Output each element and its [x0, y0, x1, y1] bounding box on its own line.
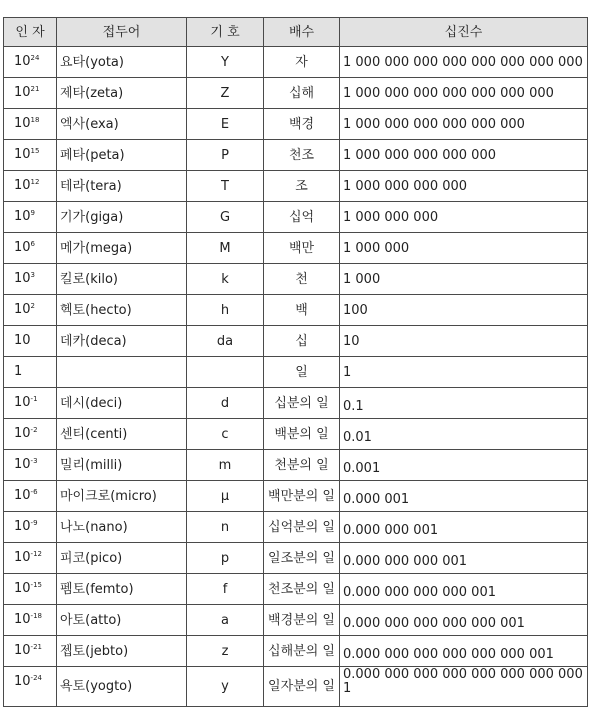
- factor-base: 10: [14, 54, 31, 69]
- factor-exponent: 15: [30, 147, 40, 155]
- table-row: [4, 233, 588, 264]
- table-body: [4, 47, 588, 707]
- table-row: [4, 605, 588, 636]
- factor-base: 10: [14, 674, 31, 689]
- factor-exponent: -24: [30, 674, 42, 682]
- factor-exponent: -6: [30, 488, 38, 496]
- table-row: [4, 47, 588, 78]
- factor-base: 10: [14, 426, 31, 441]
- cell-multiplier: 천분의 일: [264, 450, 340, 481]
- cell-multiplier: 십억분의 일: [264, 512, 340, 543]
- factor-base: 10: [14, 209, 31, 224]
- factor-base: 10: [14, 488, 31, 503]
- factor-exponent: -15: [30, 581, 42, 589]
- cell-prefix: 밀리(milli): [57, 450, 187, 481]
- factor-base: 10: [14, 240, 31, 255]
- cell-multiplier: 조: [264, 171, 340, 202]
- cell-multiplier: 천: [264, 264, 340, 295]
- cell-prefix: 헥토(hecto): [57, 295, 187, 326]
- header-factor: 인 자: [4, 18, 57, 47]
- table-row: [4, 326, 588, 357]
- cell-prefix: [57, 357, 187, 388]
- cell-multiplier: 자: [264, 47, 340, 78]
- factor-base: 10: [14, 302, 31, 317]
- cell-prefix: 나노(nano): [57, 512, 187, 543]
- cell-decimal: 0.000 000 000 000 000 000 000 000 1: [340, 667, 588, 707]
- factor-base: 10: [14, 271, 31, 286]
- factor-exponent: -9: [30, 519, 38, 527]
- table-row: [4, 109, 588, 140]
- cell-factor: [4, 388, 57, 419]
- cell-symbol: μ: [187, 481, 264, 512]
- table-row: [4, 171, 588, 202]
- cell-decimal: 0.001: [340, 450, 588, 481]
- cell-decimal: 1 000 000 000 000 000 000 000 000: [340, 47, 588, 78]
- factor-exponent: -21: [30, 643, 42, 651]
- table-row: [4, 78, 588, 109]
- table-row: [4, 512, 588, 543]
- table-row: [4, 419, 588, 450]
- cell-symbol: [187, 357, 264, 388]
- cell-multiplier: 십해분의 일: [264, 636, 340, 667]
- cell-prefix: 마이크로(micro): [57, 481, 187, 512]
- factor-base: 10: [14, 116, 31, 131]
- factor-base: 1: [14, 364, 23, 379]
- cell-multiplier: 천조: [264, 140, 340, 171]
- cell-prefix: 킬로(kilo): [57, 264, 187, 295]
- cell-factor: [4, 171, 57, 202]
- cell-factor: [4, 605, 57, 636]
- cell-symbol: y: [187, 667, 264, 707]
- header-prefix: 접두어: [57, 18, 187, 47]
- factor-base: 10: [14, 519, 31, 534]
- table-row: [4, 450, 588, 481]
- table-row: [4, 543, 588, 574]
- cell-multiplier: 백만분의 일: [264, 481, 340, 512]
- factor-exponent: 9: [30, 209, 36, 217]
- cell-symbol: h: [187, 295, 264, 326]
- cell-symbol: M: [187, 233, 264, 264]
- cell-factor: [4, 636, 57, 667]
- cell-symbol: z: [187, 636, 264, 667]
- cell-factor: [4, 78, 57, 109]
- factor-exponent: -3: [30, 457, 38, 465]
- factor-base: 10: [14, 643, 31, 658]
- cell-decimal: 0.000 001: [340, 481, 588, 512]
- factor-exponent: 12: [30, 178, 40, 186]
- cell-decimal: 0.000 000 000 001: [340, 543, 588, 574]
- cell-symbol: c: [187, 419, 264, 450]
- factor-exponent: -12: [30, 550, 42, 558]
- table-row: [4, 667, 588, 707]
- cell-multiplier: 백경분의 일: [264, 605, 340, 636]
- factor-exponent: 3: [30, 271, 36, 279]
- cell-multiplier: 십억: [264, 202, 340, 233]
- header-multiplier: 배수: [264, 18, 340, 47]
- table-row: [4, 481, 588, 512]
- cell-multiplier: 십: [264, 326, 340, 357]
- cell-decimal: 0.000 000 000 000 001: [340, 574, 588, 605]
- cell-symbol: G: [187, 202, 264, 233]
- cell-symbol: f: [187, 574, 264, 605]
- cell-decimal: 1 000 000 000 000 000 000 000: [340, 78, 588, 109]
- cell-factor: [4, 109, 57, 140]
- cell-factor: [4, 140, 57, 171]
- cell-decimal: 1 000 000 000 000 000 000: [340, 109, 588, 140]
- cell-decimal: 0.1: [340, 388, 588, 419]
- factor-exponent: 2: [30, 302, 36, 310]
- cell-decimal: 1 000: [340, 264, 588, 295]
- cell-factor: [4, 419, 57, 450]
- cell-symbol: P: [187, 140, 264, 171]
- cell-prefix: 피코(pico): [57, 543, 187, 574]
- cell-symbol: Z: [187, 78, 264, 109]
- cell-symbol: E: [187, 109, 264, 140]
- header-symbol: 기 호: [187, 18, 264, 47]
- cell-symbol: d: [187, 388, 264, 419]
- cell-prefix: 펨토(femto): [57, 574, 187, 605]
- cell-multiplier: 일조분의 일: [264, 543, 340, 574]
- factor-exponent: 24: [30, 54, 40, 62]
- factor-base: 10: [14, 457, 31, 472]
- cell-multiplier: 천조분의 일: [264, 574, 340, 605]
- cell-prefix: 데시(deci): [57, 388, 187, 419]
- cell-factor: [4, 512, 57, 543]
- table-row: [4, 636, 588, 667]
- cell-decimal: 0.000 000 000 000 000 000 001: [340, 636, 588, 667]
- table-row: [4, 357, 588, 388]
- cell-prefix: 젭토(jebto): [57, 636, 187, 667]
- cell-decimal: 1 000 000 000 000 000: [340, 140, 588, 171]
- factor-base: 10: [14, 333, 31, 348]
- cell-factor: [4, 574, 57, 605]
- cell-symbol: p: [187, 543, 264, 574]
- table-row: [4, 202, 588, 233]
- cell-prefix: 센티(centi): [57, 419, 187, 450]
- cell-symbol: n: [187, 512, 264, 543]
- cell-symbol: Y: [187, 47, 264, 78]
- cell-multiplier: 십해: [264, 78, 340, 109]
- cell-symbol: k: [187, 264, 264, 295]
- table-row: [4, 388, 588, 419]
- table-header-row: [4, 18, 588, 47]
- cell-factor: [4, 357, 57, 388]
- header-decimal: 십진수: [340, 18, 588, 47]
- factor-exponent: 18: [30, 116, 40, 124]
- table-row: [4, 264, 588, 295]
- factor-base: 10: [14, 395, 31, 410]
- cell-multiplier: 일자분의 일: [264, 667, 340, 707]
- cell-decimal: 1 000 000: [340, 233, 588, 264]
- factor-exponent: -1: [30, 395, 38, 403]
- cell-decimal: 100: [340, 295, 588, 326]
- factor-base: 10: [14, 581, 31, 596]
- factor-exponent: 21: [30, 85, 40, 93]
- cell-factor: [4, 481, 57, 512]
- cell-factor: [4, 264, 57, 295]
- table-row: [4, 574, 588, 605]
- cell-prefix: 테라(tera): [57, 171, 187, 202]
- cell-symbol: T: [187, 171, 264, 202]
- cell-prefix: 엑사(exa): [57, 109, 187, 140]
- table-row: [4, 295, 588, 326]
- cell-factor: [4, 543, 57, 574]
- cell-factor: [4, 47, 57, 78]
- cell-prefix: 데카(deca): [57, 326, 187, 357]
- cell-decimal: 1 000 000 000: [340, 202, 588, 233]
- si-prefix-table-container: [3, 17, 588, 707]
- cell-multiplier: 백: [264, 295, 340, 326]
- table-row: [4, 140, 588, 171]
- cell-multiplier: 백분의 일: [264, 419, 340, 450]
- cell-factor: [4, 450, 57, 481]
- cell-prefix: 기가(giga): [57, 202, 187, 233]
- cell-symbol: a: [187, 605, 264, 636]
- cell-decimal: 1: [340, 357, 588, 388]
- factor-exponent: -2: [30, 426, 38, 434]
- cell-factor: [4, 233, 57, 264]
- cell-symbol: m: [187, 450, 264, 481]
- cell-factor: [4, 202, 57, 233]
- cell-factor: [4, 326, 57, 357]
- cell-multiplier: 십분의 일: [264, 388, 340, 419]
- cell-factor: [4, 667, 57, 707]
- cell-prefix: 제타(zeta): [57, 78, 187, 109]
- cell-decimal: 0.000 000 000 000 000 001: [340, 605, 588, 636]
- factor-base: 10: [14, 550, 31, 565]
- factor-base: 10: [14, 612, 31, 627]
- cell-multiplier: 일: [264, 357, 340, 388]
- cell-prefix: 요타(yota): [57, 47, 187, 78]
- cell-prefix: 아토(atto): [57, 605, 187, 636]
- factor-base: 10: [14, 178, 31, 193]
- factor-base: 10: [14, 147, 31, 162]
- cell-prefix: 페타(peta): [57, 140, 187, 171]
- factor-exponent: -18: [30, 612, 42, 620]
- cell-decimal: 0.01: [340, 419, 588, 450]
- cell-factor: [4, 295, 57, 326]
- cell-prefix: 메가(mega): [57, 233, 187, 264]
- cell-decimal: 1 000 000 000 000: [340, 171, 588, 202]
- cell-symbol: da: [187, 326, 264, 357]
- si-prefix-table: [3, 17, 588, 707]
- factor-base: 10: [14, 85, 31, 100]
- cell-multiplier: 백만: [264, 233, 340, 264]
- cell-decimal: 0.000 000 001: [340, 512, 588, 543]
- cell-multiplier: 백경: [264, 109, 340, 140]
- cell-prefix: 욕토(yogto): [57, 667, 187, 707]
- cell-decimal: 10: [340, 326, 588, 357]
- factor-exponent: 6: [30, 240, 36, 248]
